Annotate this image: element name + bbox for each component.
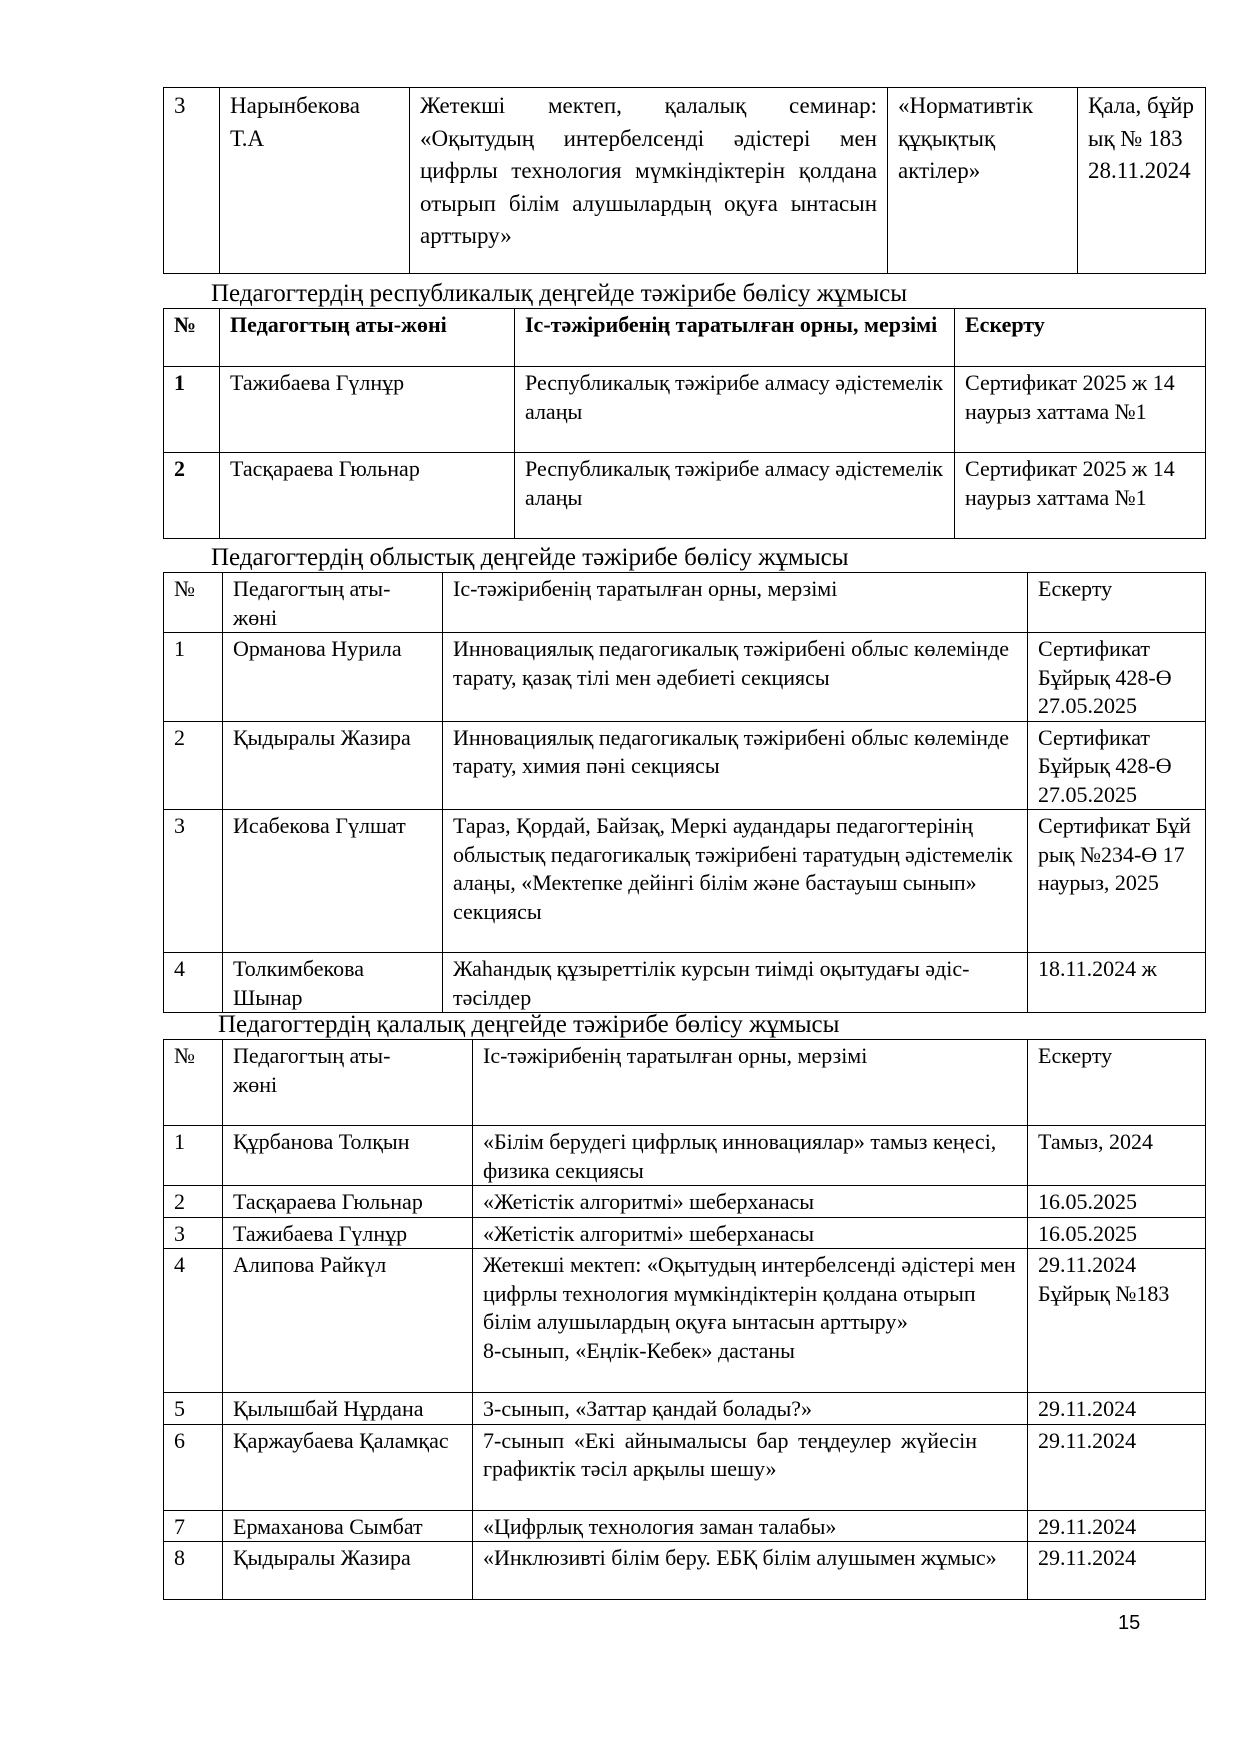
teacher-name: Толкимбекова Шынар [223,953,443,1013]
teacher-name: Қыдыралы Жазира [223,1542,473,1600]
section-title-oblast: Педагогтердің облыстық деңгейде тәжірибе бөлісу жұмысы [211,544,849,571]
col-header-number: № [164,573,223,633]
page-number: 15 [1118,1612,1141,1634]
row-number: 3 [164,88,220,274]
place-date: «Білім берудегі цифрлық инновациялар» тамыз кеңесі, физика секциясы [473,1126,1028,1186]
row-number: 1 [164,633,223,722]
table-row [164,1217,1206,1249]
place-date: «Цифрлық технология заман талабы» [473,1510,1028,1542]
col-header-number: № [164,1040,223,1126]
col-header-note: Ескерту [1028,1040,1206,1126]
place-date: Тараз, Қордай, Байзақ, Меркі аудандары педагогтерінің облыстық педагогикалық тәжірибені таратудың әдістемелік алаңы, «Мектепке дейінгі білім және бастауыш сынып» секциясы [443,810,1028,953]
row-number: 1 [164,1126,223,1186]
col-header-name: Педагогтың аты-жөні [223,573,443,633]
note: 18.11.2024 ж [1028,953,1206,1013]
table-header-row [164,1040,1206,1126]
place-date-extra: 8-сынып, «Еңлік-Кебек» дастаны [483,1337,795,1363]
table-row [164,453,1206,539]
place-date: Инновациялық педагогикалық тәжірибені облыс көлемінде тарату, қазақ тілі мен әдебиеті секциясы [443,633,1028,722]
place-date: Жетекші мектеп: «Оқытудың интербелсенді әдістері мен цифрлы технология мүмкіндіктерін қолдана отырып білім алушылардың оқуға ынтасын арттыру» [483,1252,1016,1334]
teacher-name: Тасқараева Гюльнар [220,453,515,539]
row-number: 6 [164,1424,223,1510]
table-header-row [164,309,1206,367]
row-number: 1 [164,367,220,453]
teacher-name: Құрбанова Толқын [223,1126,473,1186]
oblast-table [163,572,1206,1013]
col-header-name: Педагогтың аты-жөні [223,1040,473,1126]
col-header-place: Іс-тәжірибенің таратылған орны, мерзімі [515,309,955,367]
teacher-name: Нарынбекова Т.А [220,88,410,274]
col-header-number: № [164,309,220,367]
table-row [164,1542,1206,1600]
place-date: Жаһандық құзыреттілік курсын тиімді оқытудағы әдіс-тәсілдер [443,953,1028,1013]
table-row [164,1249,1206,1393]
table-row [164,1126,1206,1186]
teacher-name: Қыдыралы Жазира [223,721,443,810]
row-number: 2 [164,721,223,810]
row-number: 3 [164,810,223,953]
event-type: «Нормативтік құқықтық актілер» [888,88,1078,274]
row-number: 2 [164,1186,223,1218]
col-header-note: Ескерту [955,309,1206,367]
row-number: 8 [164,1542,223,1600]
note: 16.05.2025 [1028,1217,1206,1249]
table-row [164,367,1206,453]
event-description: Жетекші мектеп, қалалық семинар: «Оқытудың интербелсенді әдістері мен цифрлы технология мүмкіндіктерін қолдана отырып білім алушылардың оқуға ынтасын арттыру» [410,88,888,274]
note: Сертификат Бұйрық №234-Ө 17 наурыз, 2025 [1028,810,1206,953]
place-date: «Жетістік алгоритмі» шеберханасы [473,1186,1028,1218]
table-row [164,633,1206,722]
note: Тамыз, 2024 [1028,1126,1206,1186]
city-table [163,1039,1206,1600]
row-number: 2 [164,453,220,539]
teacher-name: Исабекова Гүлшат [223,810,443,953]
table-header-row [164,573,1206,633]
teacher-name: Тажибаева Гүлнұр [220,367,515,453]
teacher-name: Қаржаубаева Қаламқас [223,1424,473,1510]
section-title-republic: Педагогтердің республикалық деңгейде тәжірибе бөлісу жұмысы [211,280,908,307]
table-row [164,1186,1206,1218]
place-date-cell [473,1249,1028,1393]
table-row [164,1393,1206,1425]
teacher-name: Орманова Нурила [223,633,443,722]
table-row [164,1510,1206,1542]
place-date: «Жетістік алгоритмі» шеберханасы [473,1217,1028,1249]
order-info: Қала, бұйрық № 183 28.11.2024 [1078,88,1206,274]
table-row [164,1424,1206,1510]
place-date: 3-сынып, «Заттар қандай болады?» [473,1393,1028,1425]
note: 29.11.2024 Бұйрық №183 [1028,1249,1206,1393]
col-header-place: Іс-тәжірибенің таратылған орны, мерзімі [443,573,1028,633]
continuation-table [163,87,1206,274]
note: 29.11.2024 [1028,1510,1206,1542]
place-date: Республикалық тәжірибе алмасу әдістемелік алаңы [515,367,955,453]
row-number: 7 [164,1510,223,1542]
note: 16.05.2025 [1028,1186,1206,1218]
note: 29.11.2024 [1028,1393,1206,1425]
teacher-name: Ермаханова Сымбат [223,1510,473,1542]
republic-table [163,308,1206,539]
table-row [164,721,1206,810]
row-number: 4 [164,1249,223,1393]
table-row [164,810,1206,953]
place-date: 7-сынып «Екі айнымалысы бар теңдеулер жүйесін графиктік тәсіл арқылы шешу» [473,1424,1028,1510]
col-header-place: Іс-тәжірибенің таратылған орны, мерзімі [473,1040,1028,1126]
place-date: «Инклюзивті білім беру. ЕБҚ білім алушымен жұмыс» [473,1542,1028,1600]
row-number: 4 [164,953,223,1013]
note: Сертификат Бұйрық 428-Ө 27.05.2025 [1028,633,1206,722]
teacher-name: Алипова Райкүл [223,1249,473,1393]
note: Сертификат 2025 ж 14 наурыз хаттама №1 [955,453,1206,539]
note: Сертификат Бұйрық 428-Ө 27.05.2025 [1028,721,1206,810]
row-number: 3 [164,1217,223,1249]
table-row [164,88,1206,274]
note: Сертификат 2025 ж 14 наурыз хаттама №1 [955,367,1206,453]
col-header-name: Педагогтың аты-жөні [220,309,515,367]
table-row [164,953,1206,1013]
section-title-city: Педагогтердің қалалық деңгейде тәжірибе бөлісу жұмысы [218,1011,840,1038]
place-date: Республикалық тәжірибе алмасу әдістемелік алаңы [515,453,955,539]
teacher-name: Қылышбай Нұрдана [223,1393,473,1425]
teacher-name: Тажибаева Гүлнұр [223,1217,473,1249]
note: 29.11.2024 [1028,1542,1206,1600]
col-header-note: Ескерту [1028,573,1206,633]
teacher-name: Тасқараева Гюльнар [223,1186,473,1218]
place-date: Инновациялық педагогикалық тәжірибені облыс көлемінде тарату, химия пәні секциясы [443,721,1028,810]
note: 29.11.2024 [1028,1424,1206,1510]
row-number: 5 [164,1393,223,1425]
